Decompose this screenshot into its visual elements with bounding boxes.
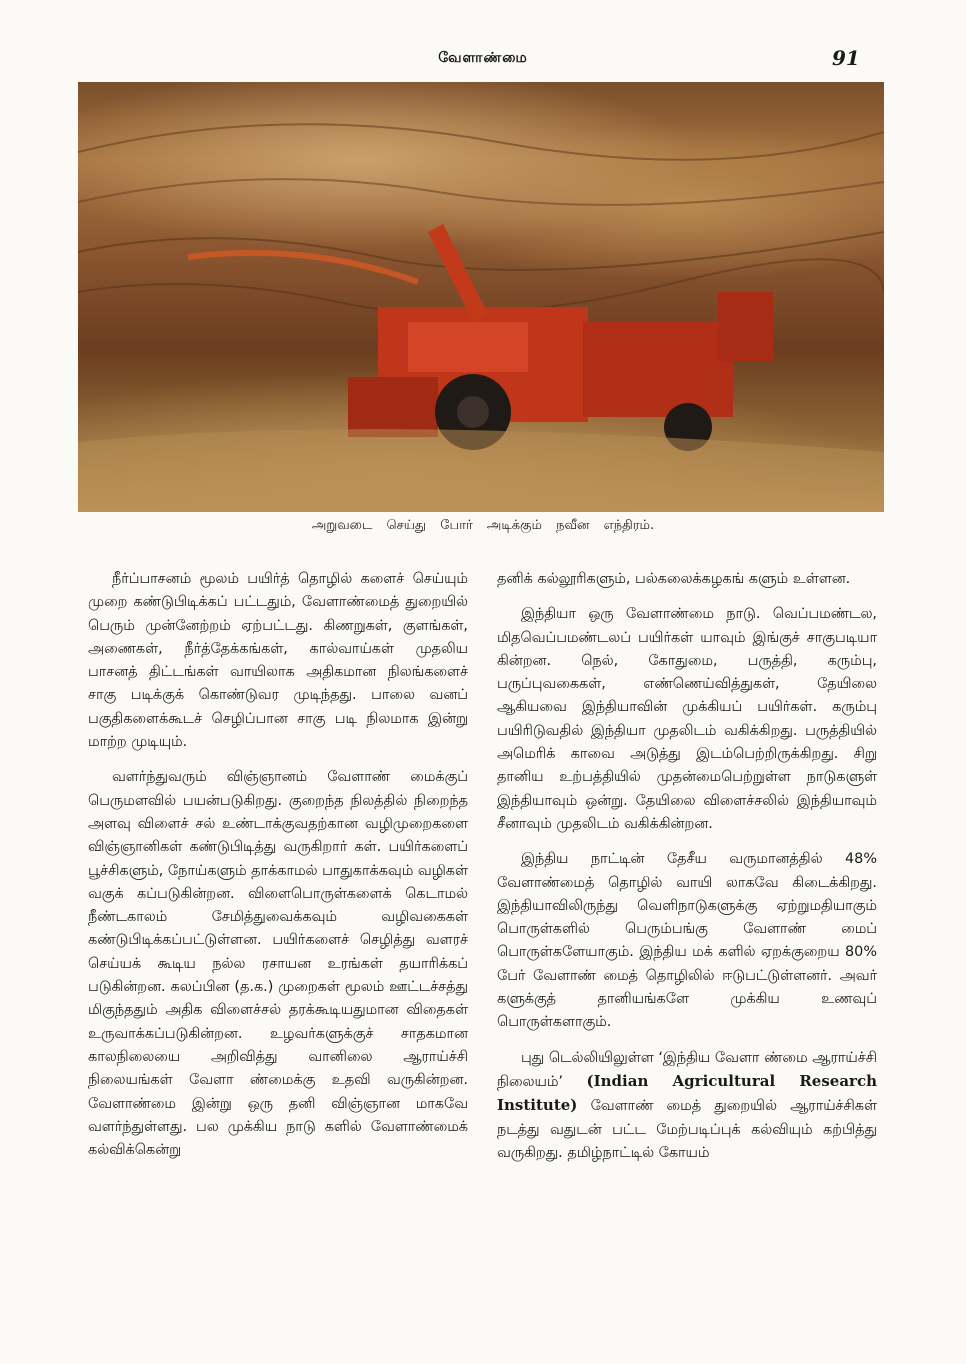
paragraph (497, 1047, 877, 1165)
paragraph: இந்தியா ஒரு வேளாண்மை நாடு. வெப்பமண்டல, மிதவெப்பமண்டலப் பயிர்கள் யாவும் இங்குச் சாகுபடியா கின்றன. நெல், கோதுமை, பருத்தி, கரும்பு, பருப்புவகைகள், எண்ணெய்வித்துகள், தேயிலை ஆகியவை இந்தியாவின் முக்கியப் பயிர்கள். கரும்பு பயிரிடுவதில் இந்தியா முதலிடம் வகிக்கிறது. பருத்தியில் அமெரிக் காவை அடுத்து இடம்பெற்றிருக்கிறது. சிறு தானிய உற்பத்தியில் முதன்மைபெற்றுள்ள நாடுகளுள் இந்தியாவும் ஒன்று. தேயிலை விளைச்சலில் இந்தியாவும் சீனாவும் முதலிடம் வகிக்கின்றன. (497, 606, 877, 832)
paragraph: இந்திய நாட்டின் தேசீய வருமானத்தில் 48% வேளாண்மைத் தொழில் வாயி லாகவே கிடைக்கிறது. இந்தியாவிலிருந்து வெளிநாடுகளுக்கு ஏற்றுமதியாகும் பொருள்களில் பெரும்பங்கு வேளாண் மைப் பொருள்களேயாகும். இந்திய மக் களில் ஏறக்குறைய 80% பேர் வேளாண் மைத் தொழிலில் ஈடுபட்டுள்ளனர். அவர் களுக்குத் தானியங்களே முக்கிய உணவுப் பொருள்களாகும். (497, 851, 877, 1031)
paragraph: தனிக் கல்லூரிகளும், பல்கலைக்கழகங் களும் உள்ளன. (497, 571, 851, 587)
paragraph: நீர்ப்பாசனம் மூலம் பயிர்த் தொழில் களைச் செய்யும் முறை கண்டுபிடிக்கப் பட்டதும், வேளாண்மைத் துறையில் பெரும் முன்னேற்றம் ஏற்பட்டது. கிணறுகள், குளங்கள், அணைகள், நீர்த்தேக்கங்கள், கால்வாய்கள் முதலிய பாசனத் திட்டங்கள் வாயிலாக அதிகமான நிலங்களைச் சாகு படிக்குக் கொண்டுவர முடிந்தது. பாலை வனப் பகுதிகளைக்கூடச் செழிப்பான சாகு படி நிலமாக இன்று மாற்ற முடியும். (88, 571, 468, 751)
photo-caption: அறுவடை செய்து போர் அடிக்கும் நவீன எந்திரம். (311, 518, 655, 533)
running-header: வேளாண்மை (438, 50, 528, 66)
harvester-photo (78, 82, 884, 512)
page-number: 91 (832, 46, 860, 70)
english-institute-name: (Indian Agricultural Research Institute) (497, 1071, 878, 1115)
paragraph-text: வேளாண் மைத் துறையில் ஆராய்ச்சிகள் நடத்து வதுடன் பட்ட மேற்படிப்புக் கல்வியும் கற்பித்து வருகிறது. தமிழ்நாட்டில் கோயம் (497, 1098, 877, 1161)
combine-harvester-illustration (78, 82, 884, 512)
left-column (88, 568, 468, 1174)
paragraph-text: புது டெல்லியிலுள்ள ‘இந்திய வேளா ண்மை ஆராய்ச்சி நிலையம்’ (497, 1049, 877, 1090)
right-column (497, 568, 877, 1177)
paragraph: வளர்ந்துவரும் விஞ்ஞானம் வேளாண் மைக்குப் பெருமளவில் பயன்படுகிறது. குறைந்த நிலத்தில் நிறைந்த அளவு விளைச் சல் உண்டாக்குவதற்கான வழிமுறைகளை விஞ்ஞானிகள் கண்டுபிடித்து வருகிறார் கள். பயிர்களைப் பூச்சிகளும், நோய்களும் தாக்காமல் பாதுகாக்கவும் வழிகள் வகுக் கப்படுகின்றன. விளைபொருள்களைக் கெடாமல் நீண்டகாலம் சேமித்துவைக்கவும் வழிவகைகள் கண்டுபிடிக்கப்பட்டுள்ளன. பயிர்களைச் செழித்து வளரச் செய்யக் கூடிய நல்ல ரசாயன உரங்கள் தயாரிக்கப் படுகின்றன. கலப்பின (த.க.) முறைகள் மூலம் ஊட்டச்சத்து மிகுந்ததும் அதிக விளைச்சல் தரக்கூடியதுமான விதைகள் உருவாக்கப்படுகின்றன. உழவர்களுக்குச் சாதகமான காலநிலையை அறிவித்து வானிலை ஆராய்ச்சி நிலையங்கள் வேளா ண்மைக்கு உதவி வருகின்றன. வேளாண்மை இன்று ஒரு தனி விஞ்ஞான மாகவே வளர்ந்துள்ளது. பல முக்கிய நாடு களில் வேளாண்மைக் கல்விக்கென்று (88, 769, 468, 1159)
